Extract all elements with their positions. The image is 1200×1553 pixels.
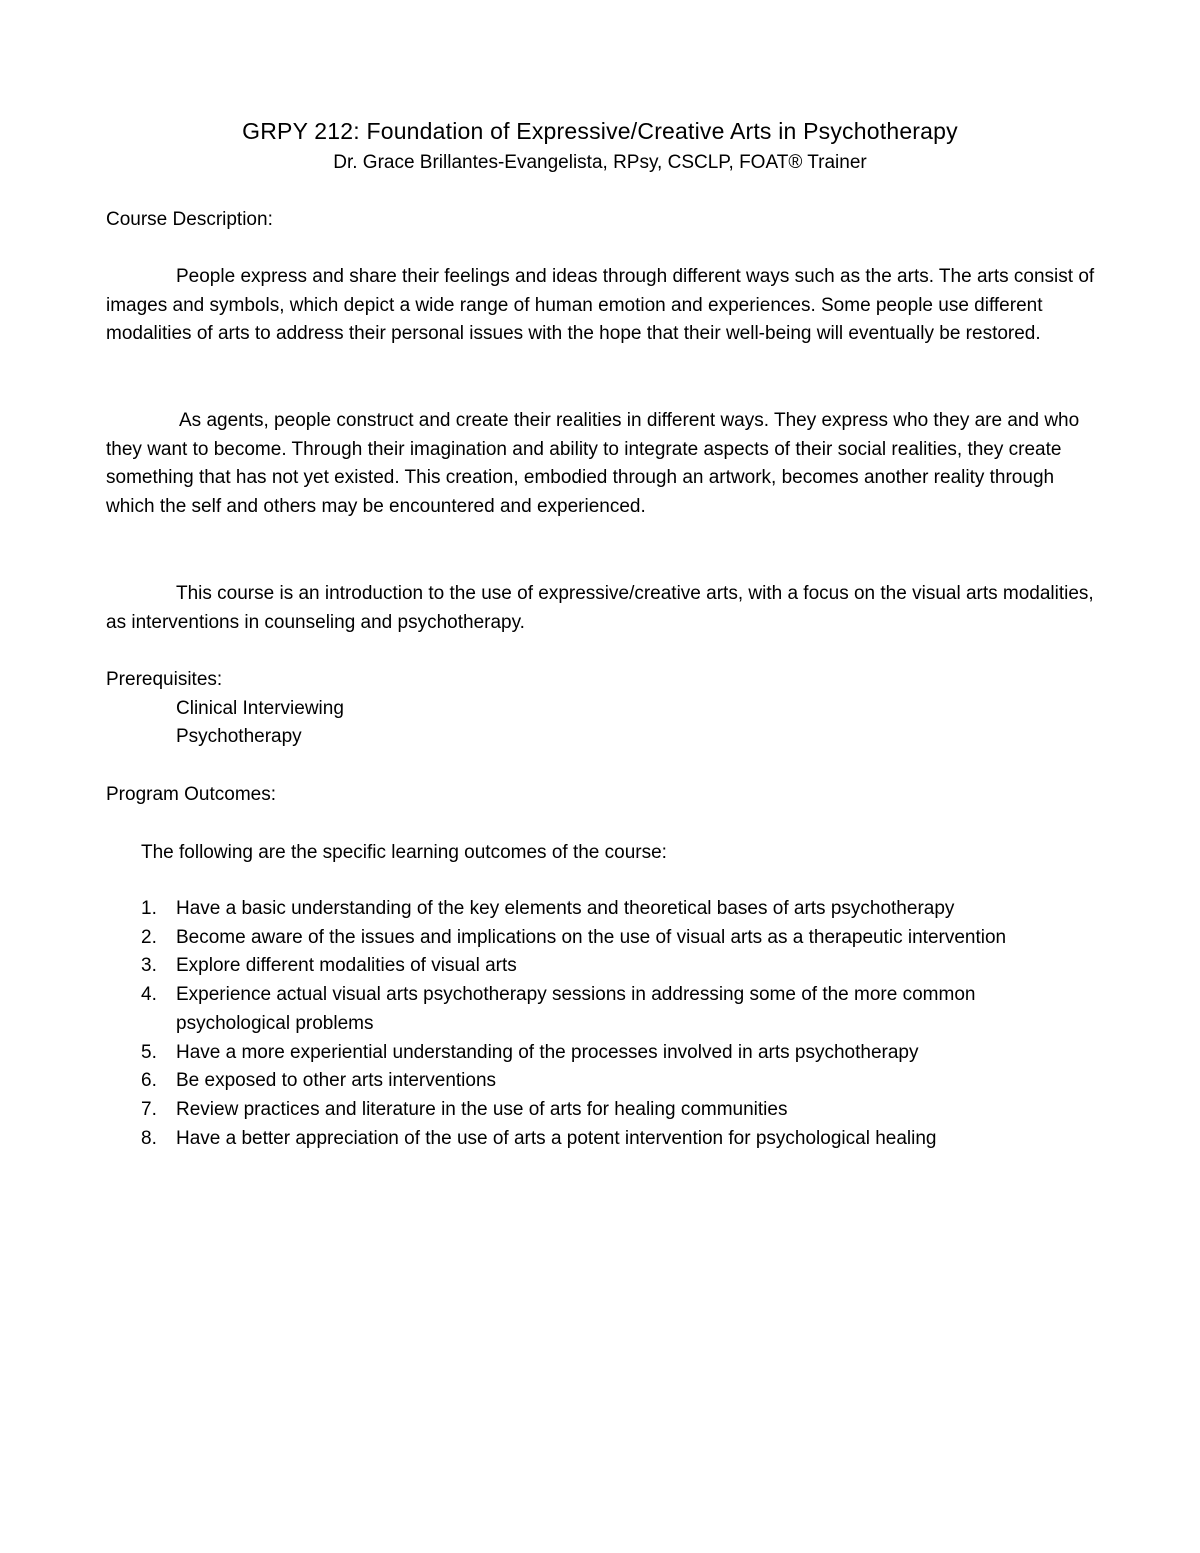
list-number: 2. — [141, 926, 157, 948]
list-number: 6. — [141, 1070, 157, 1092]
list-item — [141, 1039, 1091, 1068]
list-item-text: Have a more experiential understanding of the processes involved in arts psychotherapy — [176, 1041, 919, 1063]
list-number: 1. — [141, 898, 157, 919]
list-item — [141, 981, 1091, 1038]
list-number: 3. — [141, 955, 157, 977]
list-item-text: Be exposed to other arts interventions — [176, 1070, 497, 1092]
prerequisite-item: Clinical Interviewing — [176, 698, 344, 719]
prerequisite-item: Psychotherapy — [176, 726, 302, 747]
list-item-text: Explore different modalities of visual arts — [176, 955, 517, 977]
list-item — [141, 952, 1091, 981]
list-number: 4. — [141, 984, 157, 1006]
outcomes-list — [141, 895, 1091, 1153]
list-item-text: Experience actual visual arts psychotherapy sessions in addressing some of the more common psychological problems — [176, 984, 976, 1034]
list-item — [141, 895, 1091, 924]
prerequisites-heading: Prerequisites: — [106, 669, 223, 690]
list-item — [141, 1067, 1091, 1096]
list-item-text: Review practices and literature in the use of arts for healing communities — [176, 1098, 788, 1120]
list-item — [141, 1125, 1091, 1154]
description-paragraph-3 — [106, 580, 1096, 637]
list-item-text: Have a better appreciation of the use of arts a potent intervention for psychological healing — [176, 1127, 937, 1149]
description-paragraph-1 — [106, 263, 1096, 349]
description-paragraph-2 — [106, 407, 1096, 522]
list-number: 5. — [141, 1041, 157, 1063]
list-number: 8. — [141, 1127, 157, 1149]
outcomes-intro: The following are the specific learning outcomes of the course: — [141, 842, 667, 863]
list-item — [141, 1096, 1091, 1125]
course-description-heading: Course Description: — [106, 209, 273, 230]
list-item-text: Become aware of the issues and implications on the use of visual arts as a therapeutic intervention — [176, 926, 1007, 948]
list-item — [141, 924, 1091, 953]
description-paragraph-3-text: This course is an introduction to the use of expressive/creative arts, with a focus on the visual arts modalities, as interventions in counseling and psychotherapy. — [106, 583, 1094, 633]
program-outcomes-heading: Program Outcomes: — [106, 784, 276, 805]
description-paragraph-1-text: People express and share their feelings and ideas through different ways such as the arts. The arts consist of images and symbols, which depict a wide range of human emotion and experiences. Some people use different modalities of arts to address their personal issues with the hope that their well-being will eventually be restored. — [106, 266, 1095, 345]
list-item-text: Have a basic understanding of the key elements and theoretical bases of arts psychotherapy — [176, 898, 955, 919]
document-title: GRPY 212: Foundation of Expressive/Creative Arts in Psychotherapy — [242, 118, 958, 144]
list-number: 7. — [141, 1098, 157, 1120]
description-paragraph-2-text: As agents, people construct and create their realities in different ways. They express who they are and who they want to become. Through their imagination and ability to integrate aspects of their social realities, they create something that has not yet existed. This creation, embodied through an artwork, becomes another reality through which the self and others may be encountered and experienced. — [106, 410, 1080, 518]
instructor-line: Dr. Grace Brillantes-Evangelista, RPsy, CSCLP, FOAT® Trainer — [333, 152, 867, 173]
